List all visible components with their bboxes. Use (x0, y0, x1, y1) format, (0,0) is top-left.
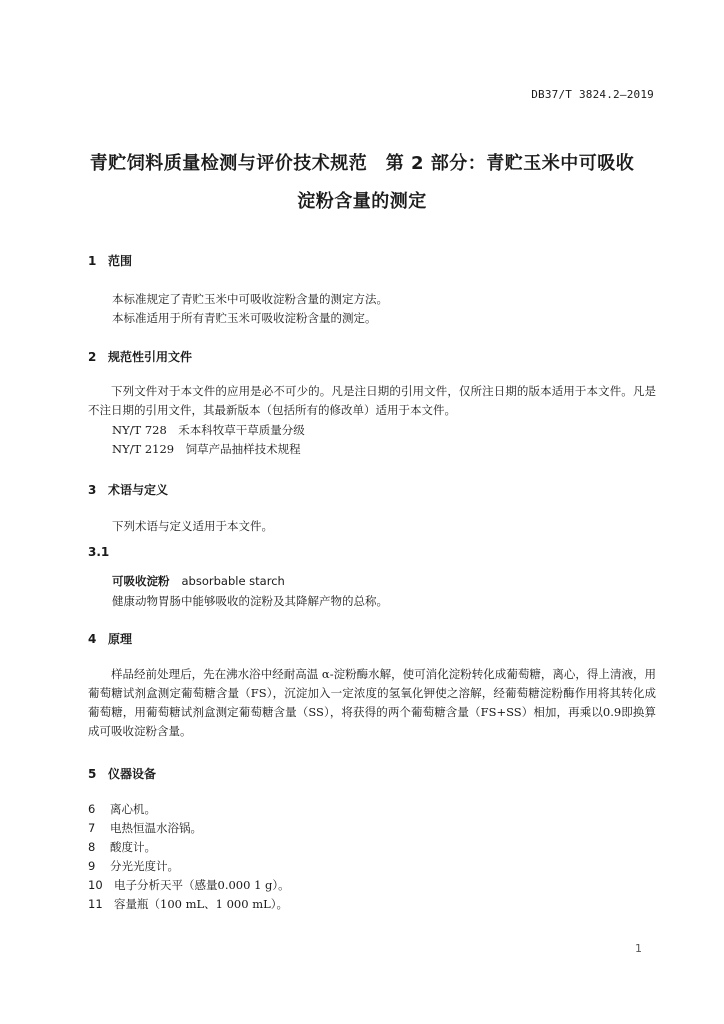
equipment-item (88, 858, 179, 874)
clause-number: 3.1 (88, 545, 110, 559)
section-title: 规范性引用文件 (108, 350, 193, 364)
normative-reference-1: NY/T 728 禾本科牧草干草质量分级 (112, 423, 305, 437)
equipment-text: 分光光度计。 (110, 859, 179, 873)
normative-reference-2: NY/T 2129 饲草产品抽样技术规程 (112, 442, 301, 456)
equipment-item (88, 820, 202, 836)
section-title: 仪器设备 (108, 767, 157, 781)
equipment-number: 6 (88, 802, 96, 816)
section-1-heading (88, 252, 132, 269)
equipment-item (88, 801, 156, 817)
clause-3-1-number (88, 545, 109, 559)
section-3-heading (88, 481, 168, 498)
equipment-number: 8 (88, 840, 96, 854)
section-number: 5 (88, 767, 97, 781)
equipment-number: 7 (88, 821, 96, 835)
section-4-heading (88, 630, 132, 647)
section-title: 原理 (108, 632, 133, 646)
term-english: absorbable starch (181, 574, 285, 588)
section-number: 2 (88, 350, 97, 364)
scope-line-1: 本标准规定了青贮玉米中可吸收淀粉含量的测定方法。 (112, 292, 388, 306)
section-number: 4 (88, 632, 97, 646)
equipment-text: 电热恒温水浴锅。 (110, 821, 202, 835)
equipment-item (88, 839, 156, 855)
standard-code: DB37/T 3824.2—2019 (531, 88, 654, 101)
section-5-heading (88, 765, 156, 782)
equipment-number: 9 (88, 859, 96, 873)
equipment-item (88, 877, 290, 893)
term-entry (112, 573, 285, 589)
normative-paragraph: 下列文件对于本文件的应用是必不可少的。凡是注日期的引用文件，仅所注日期的版本适用于本文件。凡是不注日期的引用文件，其最新版本（包括所有的修改单）适用于本文件。 (88, 384, 656, 417)
section-title: 范围 (108, 254, 133, 268)
section-2-heading (88, 348, 192, 365)
page-number: 1 (635, 942, 642, 955)
equipment-text: 电子分析天平（感量0.000 1 g）。 (114, 878, 290, 892)
equipment-text: 容量瓶（100 mL、1 000 mL）。 (114, 897, 289, 911)
equipment-text: 酸度计。 (110, 840, 156, 854)
equipment-number: 11 (88, 897, 103, 911)
term-definition: 健康动物胃肠中能够吸收的淀粉及其降解产物的总称。 (112, 594, 388, 608)
equipment-text: 离心机。 (110, 802, 156, 816)
section-number: 1 (88, 254, 97, 268)
principle-paragraph: 样品经前处理后，先在沸水浴中经耐高温 α-淀粉酶水解，使可消化淀粉转化成葡萄糖，离心，得上清液，用葡萄糖试剂盒测定葡萄糖含量（FS），沉淀加入一定浓度的氢氧化钾使之溶解，经葡萄糖淀粉酶作用将其转化成葡萄糖，用葡萄糖试剂盒测定葡萄糖含量（SS），将获得的两个葡萄糖含量（FS+SS）相加，再乘以0.9即换算成可吸收淀粉含量。 (88, 667, 656, 738)
document-title-line-1: 青贮饲料质量检测与评价技术规范 第 2 部分：青贮玉米中可吸收 (89, 153, 635, 174)
equipment-item (88, 896, 288, 912)
terms-intro: 下列术语与定义适用于本文件。 (112, 519, 273, 533)
section-title: 术语与定义 (108, 483, 169, 497)
section-number: 3 (88, 483, 97, 497)
term-chinese: 可吸收淀粉 (112, 574, 170, 588)
equipment-number: 10 (88, 878, 103, 892)
scope-line-2: 本标准适用于所有青贮玉米可吸收淀粉含量的测定。 (112, 311, 377, 325)
document-title-line-2: 淀粉含量的测定 (297, 191, 427, 212)
